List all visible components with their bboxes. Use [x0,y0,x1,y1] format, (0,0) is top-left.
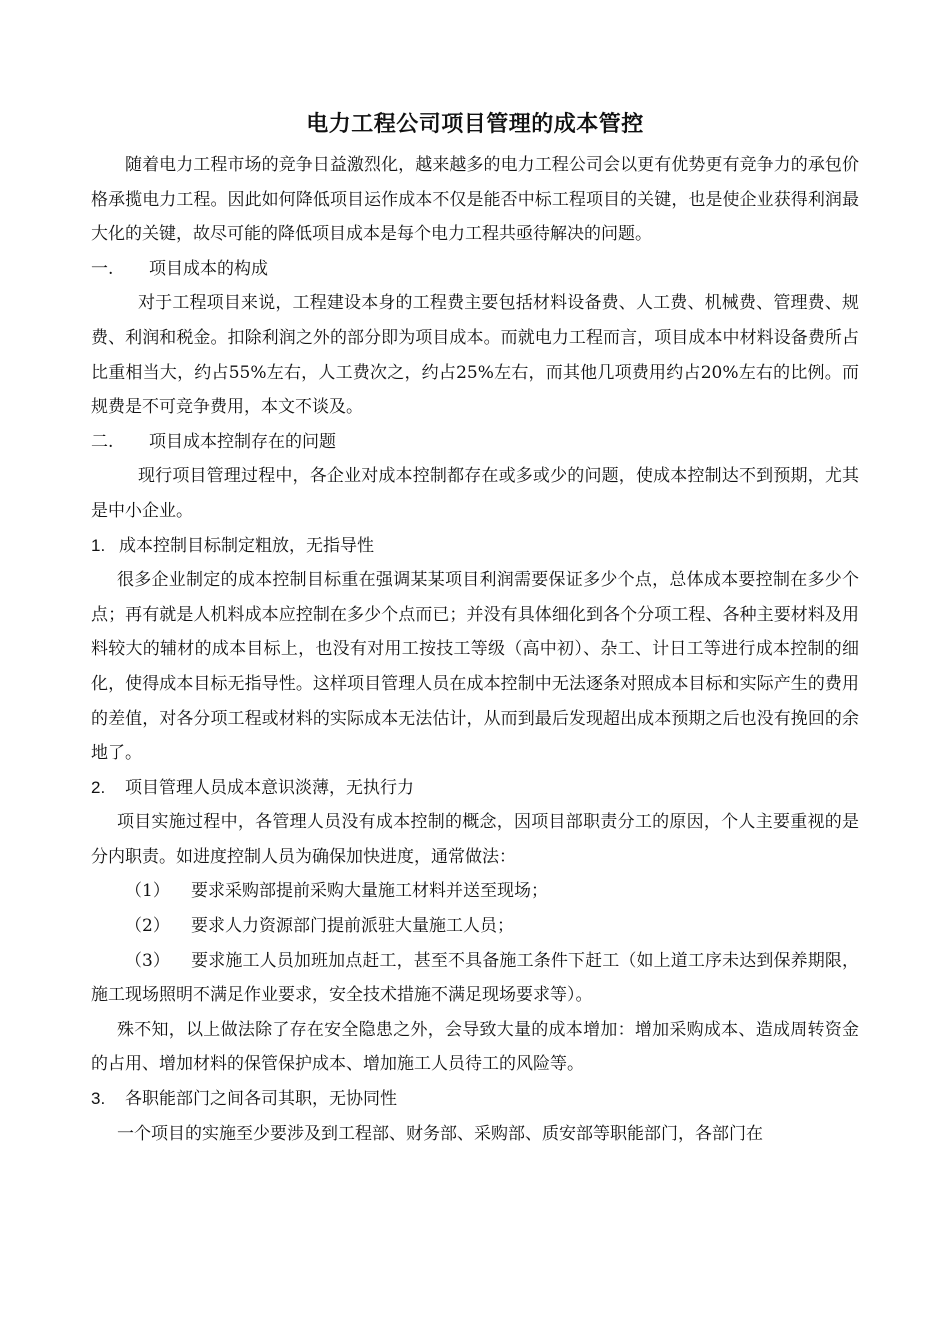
section2-paragraph: 现行项目管理过程中，各企业对成本控制都存在或多或少的问题，使成本控制达不到预期，尤其是中小企业。 [91,466,859,521]
sub-item-number: （3） [125,950,170,971]
section-title: 项目成本的构成 [149,258,268,279]
sub-item-number: （2） [125,916,170,937]
sub-item [91,944,859,1013]
section1-paragraph: 对于工程项目来说，工程建设本身的工程费主要包括材料设备费、人工费、机械费、管理费、规费、利润和税金。扣除利润之外的部分即为项目成本。而就电力工程而言，项目成本中材料设备费所占比重相当大，约占55%左右，人工费次之，约占25%左右，而其他几项费用约占20%左右的比例。而规费是不可竞争费用，本文不谈及。 [91,293,859,418]
document-page [91,110,859,1151]
section-heading-1 [91,252,859,287]
item1-paragraph: 很多企业制定的成本控制目标重在强调某某项目利润需要保证多少个点，总体成本要控制在多少个点；再有就是人机料成本应控制在多少个点而已；并没有具体细化到各个分项工程、各种主要材料及用料较大的辅材的成本目标上，也没有对用工按技工等级（高中初）、杂工、计日工等进行成本控制的细化，使得成本目标无指导性。这样项目管理人员在成本控制中无法逐条对照成本目标和实际产生的费用的差值，对各分项工程或材料的实际成本无法估计，从而到最后发现超出成本预期之后也没有挽回的余地了。 [91,570,859,764]
intro-paragraph: 随着电力工程市场的竞争日益激烈化，越来越多的电力工程公司会以更有优势更有竞争力的承包价格承揽电力工程。因此如何降低项目运作成本不仅是能否中标工程项目的关键，也是使企业获得利润最大化的关键，故尽可能的降低项目成本是每个电力工程共亟待解决的问题。 [91,155,859,245]
section-number: 一. [91,258,114,279]
item-title: 项目管理人员成本意识淡薄，无执行力 [125,777,414,798]
section-title: 项目成本控制存在的问题 [149,431,336,452]
sub-item-text: 要求采购部提前采购大量施工材料并送至现场； [191,881,548,902]
document-title: 电力工程公司项目管理的成本管控 [306,112,644,137]
item-number: 2. [91,777,106,797]
item-heading-1 [91,529,859,564]
section-number: 二. [91,431,114,452]
item2-paragraph-2: 殊不知，以上做法除了存在安全隐患之外，会导致大量的成本增加：增加采购成本、造成周转资金的占用、增加材料的保管保护成本、增加施工人员待工的风险等。 [91,1019,859,1075]
item-title: 成本控制目标制定粗放，无指导性 [119,535,374,556]
sub-item [91,874,859,909]
item-number: 3. [91,1089,106,1109]
item3-paragraph: 一个项目的实施至少要涉及到工程部、财务部、采购部、质安部等职能部门，各部门在 [117,1123,763,1144]
item-title: 各职能部门之间各司其职，无协同性 [125,1089,397,1110]
sub-item-text: 要求施工人员加班加点赶工，甚至不具备施工条件下赶工（如上道工序未达到保养期限，施工现场照明不满足作业要求，安全技术措施不满足现场要求等）。 [91,950,859,1006]
sub-item-text: 要求人力资源部门提前派驻大量施工人员； [191,916,514,937]
section-heading-2 [91,425,859,460]
item-heading-3 [91,1082,859,1117]
item-number: 1. [91,535,106,555]
sub-item [91,909,859,944]
item2-paragraph: 项目实施过程中，各管理人员没有成本控制的概念，因项目部职责分工的原因，个人主要重视的是分内职责。如进度控制人员为确保加快进度，通常做法： [91,812,859,867]
sub-item-number: （1） [125,881,170,902]
item-heading-2 [91,771,859,806]
